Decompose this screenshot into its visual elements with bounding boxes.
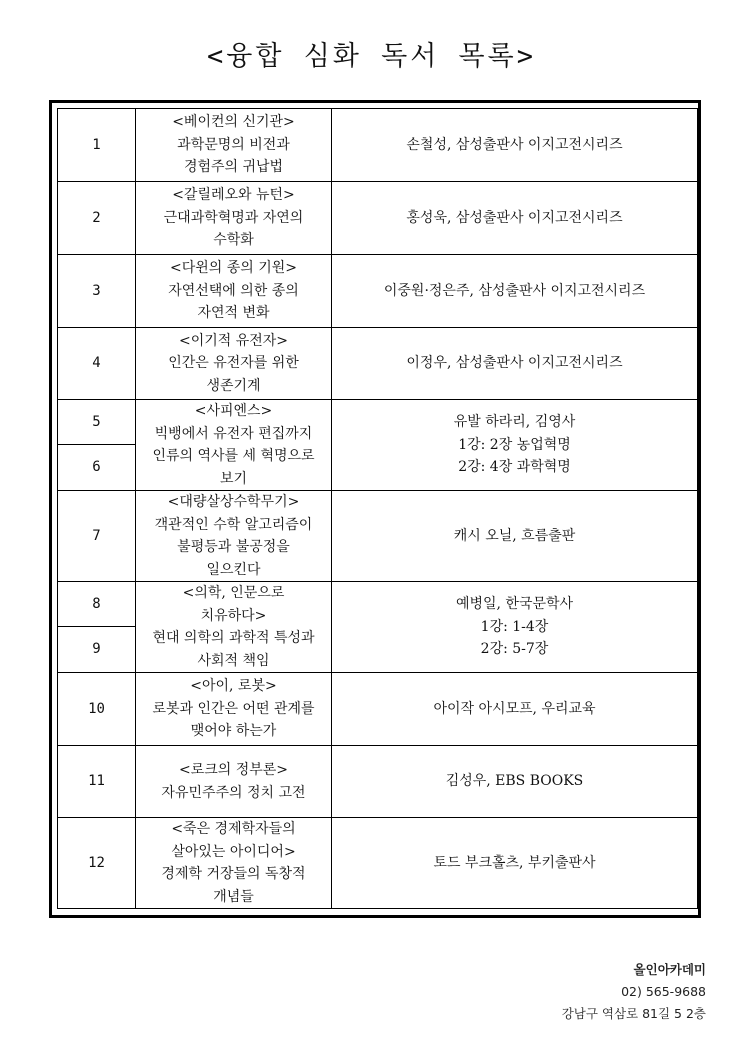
book-line: 개념들 [213, 888, 254, 905]
book-title-cell [136, 673, 332, 746]
book-line: 인간은 유전자를 위한 [168, 355, 299, 372]
book-line: 자연선택에 의한 종의 [168, 282, 299, 299]
author-publisher-cell [332, 746, 698, 818]
book-line: <이기적 유전자> [178, 332, 289, 349]
book-title-cell [136, 818, 332, 909]
book-title-cell [136, 400, 332, 491]
author-publisher-cell [332, 255, 698, 328]
book-line: 자연적 변화 [197, 305, 270, 322]
row-number: 2 [58, 182, 136, 255]
book-line: <의학, 인문으로 [182, 585, 285, 601]
book-line: 자유민주주의 정치 고전 [161, 784, 306, 801]
book-line: <사피엔스> [194, 403, 273, 419]
book-line: 사회적 책임 [197, 652, 270, 669]
row-number: 12 [58, 818, 136, 909]
row-number: 5 [58, 400, 136, 445]
table-row [58, 818, 698, 909]
table-row [58, 582, 698, 627]
row-number: 11 [58, 746, 136, 818]
table-row [58, 400, 698, 445]
book-line: 보기 [219, 470, 248, 487]
row-number: 10 [58, 673, 136, 746]
author-publisher-cell [332, 182, 698, 255]
book-line: 인류의 역사를 세 혁명으로 [152, 448, 315, 464]
info-line: 토드 부크홀츠, 부키출판사 [433, 854, 596, 871]
info-line: 아이작 아시모프, 우리교육 [433, 700, 596, 717]
info-line: 2강: 4장 과학혁명 [458, 459, 571, 476]
author-publisher-cell [332, 400, 698, 491]
book-title-cell [136, 746, 332, 818]
info-line: 1강: 2장 농업혁명 [458, 436, 571, 453]
book-line: 맺어야 하는가 [190, 723, 277, 740]
book-line: <대량살상수학무기> [167, 494, 300, 510]
author-publisher-cell [332, 582, 698, 673]
author-publisher-cell [332, 818, 698, 909]
book-title-cell [136, 182, 332, 255]
page-title: <융합 심화 독서 목록> [207, 41, 536, 72]
info-line: 유발 하라리, 김영사 [453, 414, 576, 431]
info-line: 캐시 오닐, 흐름출판 [453, 527, 576, 544]
footer-address: 강남구 역삼로 81길 5 2층 [561, 1006, 706, 1021]
row-number: 9 [58, 627, 136, 673]
author-publisher-cell [332, 109, 698, 182]
book-line: 불평등과 불공정을 [177, 539, 290, 555]
book-line: 살아있는 아이디어> [171, 843, 296, 860]
book-line: 수학화 [213, 232, 254, 249]
info-line: 이정우, 삼성출판사 이지고전시리즈 [406, 355, 623, 372]
book-line: <갈릴레오와 뉴턴> [172, 187, 295, 204]
book-line: 로봇과 인간은 어떤 관계를 [152, 700, 315, 717]
book-title-cell [136, 491, 332, 582]
info-line: 김성우, EBS BOOKS [445, 773, 584, 790]
info-line: 1강: 1-4장 [480, 618, 549, 635]
row-number: 6 [58, 445, 136, 491]
table-row [58, 673, 698, 746]
book-line: 빅뱅에서 유전자 편집까지 [154, 425, 313, 442]
book-line: 근대과학혁명과 자연의 [163, 209, 304, 226]
table-row [58, 255, 698, 328]
book-line: <로크의 정부론> [178, 762, 289, 778]
book-line: <다윈의 종의 기원> [169, 260, 298, 277]
table-row [58, 491, 698, 582]
book-line: 일으킨다 [206, 561, 261, 578]
author-publisher-cell [332, 328, 698, 400]
info-line: 이중원·정은주, 삼성출판사 이지고전시리즈 [383, 282, 646, 299]
book-line: 객관적인 수학 알고리즘이 [154, 516, 313, 533]
info-line: 홍성욱, 삼성출판사 이지고전시리즈 [406, 209, 623, 226]
info-line: 예병일, 한국문학사 [455, 596, 574, 613]
row-number: 7 [58, 491, 136, 582]
book-title-cell [136, 582, 332, 673]
book-line: <죽은 경제학자들의 [171, 821, 296, 837]
book-title-cell [136, 255, 332, 328]
book-line: 경험주의 귀납법 [183, 159, 284, 176]
book-line: 경제학 거장들의 독창적 [161, 866, 306, 882]
book-line: 과학문명의 비전과 [177, 136, 290, 153]
footer [562, 959, 706, 1025]
info-line: 손철성, 삼성출판사 이지고전시리즈 [406, 136, 623, 153]
book-line: 치유하다> [200, 607, 267, 624]
book-line: 생존기계 [206, 377, 261, 394]
info-line: 2강: 5-7장 [480, 641, 549, 658]
book-title-cell [136, 328, 332, 400]
row-number: 1 [58, 109, 136, 182]
author-publisher-cell [332, 491, 698, 582]
table-row [58, 109, 698, 182]
reading-list-table [57, 108, 698, 909]
book-line: 현대 의학의 과학적 특성과 [152, 630, 315, 646]
footer-organization: 올인아카데미 [633, 962, 706, 977]
table-row [58, 182, 698, 255]
footer-phone: 02) 565-9688 [621, 984, 706, 999]
book-line: <베이컨의 신기관> [172, 114, 295, 131]
book-line: <아이, 로봇> [190, 678, 277, 695]
book-title-cell [136, 109, 332, 182]
table-row [58, 746, 698, 818]
row-number: 8 [58, 582, 136, 627]
table-row [58, 328, 698, 400]
author-publisher-cell [332, 673, 698, 746]
row-number: 4 [58, 328, 136, 400]
row-number: 3 [58, 255, 136, 328]
